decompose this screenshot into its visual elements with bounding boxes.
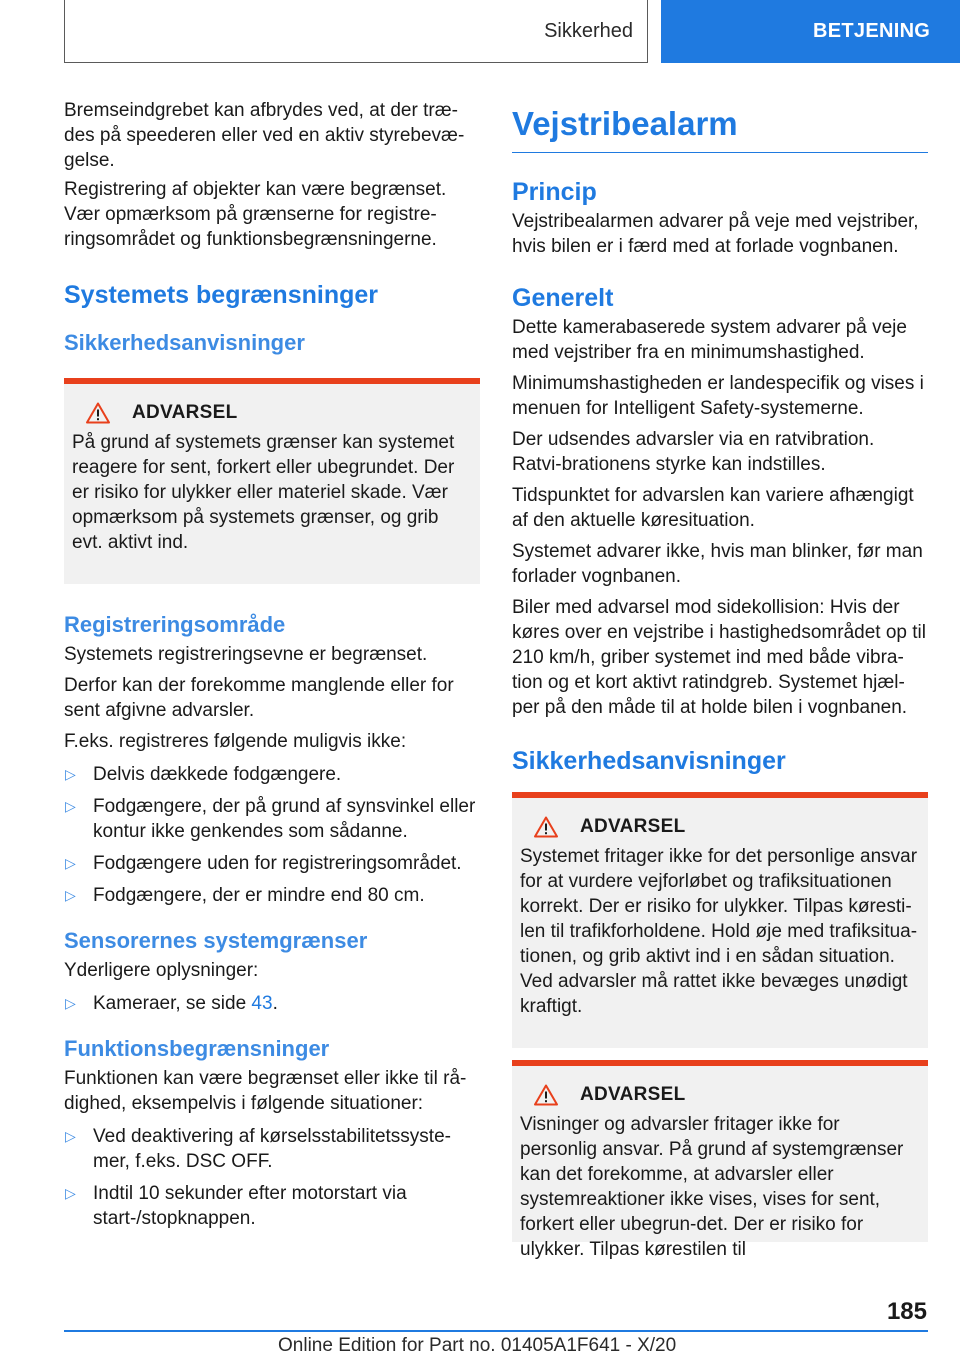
warning-text: Systemet fritager ikke for det personlige ansvar for at vurdere vejforløbet og trafiksituationen korrekt. Der er risiko for ulykker. Tilpas køresti-len til trafikforholdene. Hold øje med trafiksitua-tionen, og grib aktivt ind i en sådan situation. Ved advarsler må rattet ikke bevæges unødigt kraftigt.: [520, 846, 918, 1017]
list-item-text: Fodgængere, der er mindre end 80 cm.: [93, 885, 425, 906]
warning-text: Visninger og advarsler fritager ikke for personlig ansvar. På grund af systemgrænser kan det forekomme, at advarsler eller systemreaktioner ikke vises, vises for sent, forkert eller ubegrun-det. Der er risiko for ulykker. Tilpas kørestilen til: [520, 1114, 904, 1260]
left-column: [64, 98, 480, 1238]
warning-box: [512, 792, 928, 1048]
heading-general: Generelt: [512, 284, 614, 312]
right-column: [512, 98, 928, 1260]
general-paragraph: Tidspunktet for advarslen kan variere afhængigt af den aktuelle køresituation.: [512, 485, 914, 531]
range-paragraph: Derfor kan der forekomme manglende eller for sent afgivne advarsler.: [64, 675, 454, 721]
heading-principle: Princip: [512, 178, 597, 206]
warning-header: [520, 816, 920, 838]
heading-safety-left: Sikkerhedsanvisninger: [64, 330, 305, 355]
heading-system-limits: Systemets begrænsninger: [64, 281, 378, 309]
header-section-label: Sikkerhed: [544, 19, 633, 42]
triangle-bullet-icon: ▷: [65, 766, 76, 782]
warning-box: [512, 1060, 928, 1260]
warning-header: [72, 402, 472, 424]
list-item-text: Fodgængere uden for registreringsområdet.: [93, 853, 462, 874]
triangle-bullet-icon: ▷: [65, 1185, 76, 1201]
page-title: Vejstribealarm: [512, 102, 928, 153]
header-chapter-label: BETJENING: [813, 20, 931, 42]
heading-sensor-limits: Sensorernes systemgrænser: [64, 928, 368, 953]
heading-safety-right: Sikkerhedsanvisninger: [512, 747, 786, 775]
sensors-paragraph: Yderligere oplysninger:: [64, 960, 259, 981]
general-paragraph: Systemet advarer ikke, hvis man blinker, før man forlader vognbanen.: [512, 541, 923, 587]
header-chapter-tab[interactable]: [661, 0, 960, 63]
range-list: [64, 762, 480, 908]
range-paragraph: Systemets registreringsevne er begrænset.: [64, 644, 428, 665]
general-paragraph: Biler med advarsel mod sidekollision: Hvis der køres over en vejstribe i hastighedsområdet op til 210 km/h, griber systemet ind med både vibra-tion og et kort aktivt ratindgreb. Systemet hjæl-per på den måde til at holde bilen i vognbanen.: [512, 597, 926, 718]
function-paragraph: Funktionen kan være begrænset eller ikke til rå-dighed, eksempelvis i følgende situationer:: [64, 1068, 467, 1114]
triangle-bullet-icon: ▷: [65, 855, 76, 871]
warning-text: På grund af systemets grænser kan systemet reagere for sent, forkert eller ubegrundet. Der er risiko for ulykker eller materiel skade. Vær opmærksom på systemets grænser, og grib evt. aktivt ind.: [72, 432, 455, 553]
triangle-bullet-icon: ▷: [65, 798, 76, 814]
sensors-list: [64, 991, 480, 1016]
heading-function-limits: Funktionsbegrænsninger: [64, 1036, 330, 1061]
list-item: [64, 851, 480, 876]
list-item: [64, 762, 480, 787]
range-paragraph: F.eks. registreres følgende muligvis ikke:: [64, 731, 407, 752]
general-paragraph: Dette kamerabaserede system advarer på veje med vejstriber fra en minimumshastighed.: [512, 317, 907, 363]
warning-label: ADVARSEL: [132, 402, 238, 423]
warning-label: ADVARSEL: [580, 816, 686, 837]
list-item-text: Ved deaktivering af kørselsstabilitetssyste-mer, f.eks. DSC OFF.: [93, 1126, 451, 1172]
list-item-text-end: .: [272, 993, 278, 1014]
warning-box: [64, 378, 480, 584]
principle-paragraph: Vejstribealarmen advarer på veje med vejstriber, hvis bilen er i færd med at forlade vognbanen.: [512, 211, 919, 257]
intro-paragraph: Bremseindgrebet kan afbrydes ved, at der træ-des på speederen eller ved en aktiv styrebevæ-gelse.: [64, 100, 465, 171]
list-item: [64, 794, 480, 844]
general-paragraph: Minimumshastigheden er landespecifik og vises i menuen for Intelligent Safety-systemerne.: [512, 373, 924, 419]
list-item: [64, 1124, 480, 1174]
list-item-text: Kameraer, se side: [93, 993, 252, 1014]
heading-detection-range: Registreringsområde: [64, 612, 286, 637]
footer-edition: Online Edition for Part no. 01405A1F641 - X/20: [278, 1335, 677, 1356]
list-item: [64, 991, 480, 1016]
triangle-bullet-icon: ▷: [65, 995, 76, 1011]
warning-triangle-icon: [534, 816, 558, 838]
warning-label: ADVARSEL: [580, 1084, 686, 1105]
intro-paragraph: Registrering af objekter kan være begrænset. Vær opmærksom på grænserne for registre-ringsområdet og funktionsbegrænsningerne.: [64, 179, 447, 250]
header-section-box: [64, 0, 648, 63]
page-number: 185: [886, 1298, 927, 1325]
warning-triangle-icon: [86, 402, 110, 424]
list-item: [64, 1181, 480, 1231]
list-item-text: Delvis dækkede fodgængere.: [93, 764, 342, 785]
footer-divider: [64, 1330, 928, 1332]
page-link[interactable]: 43: [251, 993, 273, 1014]
function-list: [64, 1124, 480, 1231]
list-item: [64, 883, 480, 908]
list-item-text: Indtil 10 sekunder efter motorstart via start-/stopknappen.: [93, 1183, 407, 1229]
list-item-text: Fodgængere, der på grund af synsvinkel eller kontur ikke genkendes som sådanne.: [93, 796, 476, 842]
general-paragraph: Der udsendes advarsler via en ratvibration. Ratvi-brationens styrke kan indstilles.: [512, 429, 875, 475]
warning-header: [520, 1084, 920, 1106]
triangle-bullet-icon: ▷: [65, 1128, 76, 1144]
warning-triangle-icon: [534, 1084, 558, 1106]
triangle-bullet-icon: ▷: [65, 887, 76, 903]
